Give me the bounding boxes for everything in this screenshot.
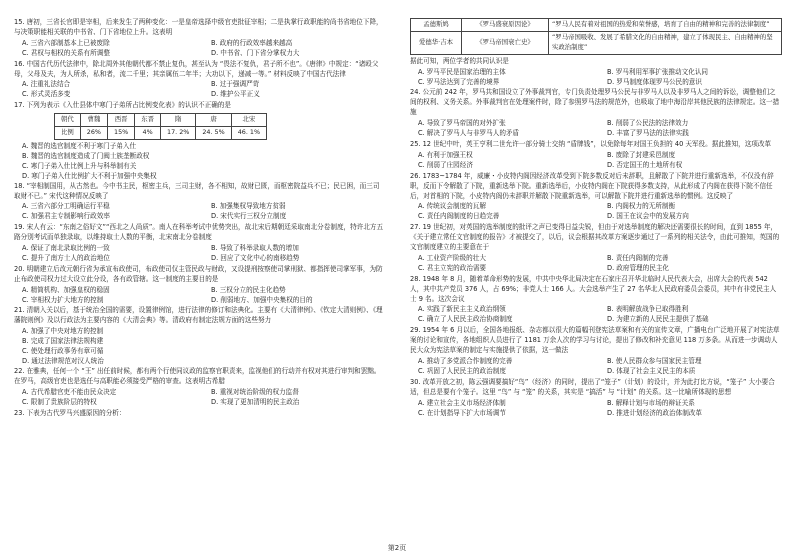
table-row-label: 比例 — [55, 127, 81, 140]
option-a: A. 传统议会制度的瓦解 — [418, 202, 486, 211]
table-cell-author: 孟德斯鸠 — [411, 19, 462, 32]
table-header-cell: 西晋 — [108, 114, 135, 127]
option-c: C. 解决了罗马人与非罗马人的矛盾 — [418, 129, 520, 138]
question-22 — [14, 367, 386, 408]
question-29 — [410, 326, 782, 377]
option-d: D. 维护公平正义 — [211, 90, 260, 99]
option-b: B. 政府的行政效率越来越高 — [211, 38, 293, 47]
option-d: D. 实现了更加清明的民主政治 — [211, 397, 300, 406]
option-a: A. 有利于加强王权 — [418, 150, 473, 159]
question-30 — [410, 378, 782, 419]
option-d: D. 通过法律规范对汉人统治 — [22, 357, 104, 365]
option-b: B. 罗马利用军事扩张推动文化认同 — [607, 67, 709, 76]
question-25 — [410, 140, 782, 171]
question-24 — [410, 88, 782, 139]
option-b: B. 废除了封建采邑制度 — [607, 150, 676, 159]
option-c: C. 君权与相权的关系有所调整 — [22, 48, 110, 57]
option-d: D. 削弱地方、加强中央集权的目的 — [211, 295, 313, 304]
option-c: C. 形式灵活多变 — [22, 90, 71, 99]
question-stem: 25. 12 世纪中叶，英王亨利二世允许一部分骑士交纳 “盾牌钱”，以免除每年对国王负担的 40 天军役。据此推知，这项改革 — [410, 139, 772, 148]
question-stem: 16. 中国古代历代法律中，除北周外其他朝代都不禁止复仇，甚至认为 “畏法不复仇，君子所不也”。《唐律》中规定：“诸殴父母，父母及夫，为人所杀，私和者，流二千里；其亲属伍二年半；大功以下，递减一等。” 材料反映了中国古代法律 — [14, 59, 379, 78]
option-d: D. 否定国王的土地所有权 — [607, 160, 683, 169]
table-cell-book: 《罗马盛衰原因论》 — [462, 19, 549, 32]
option-a: A. 建立社会主义市场经济体制 — [418, 398, 506, 407]
option-b: B. 完成了国家法律法规构建 — [22, 337, 104, 346]
question-23-stem: 23. 下表为古代罗马兴盛原因的分析： — [14, 408, 126, 417]
question-23 — [410, 18, 782, 87]
table-row — [411, 31, 782, 54]
table-header-cell: 曹魏 — [80, 114, 107, 127]
question-stem: 17. 下列为表示《入仕县体中寒门子弟所占比例变化表》的认识不正确的是 — [14, 101, 231, 110]
option-c: C. 在计划指导下扩大市场调节 — [418, 408, 506, 417]
option-a: A. 加强了中央对地方的控制 — [22, 327, 104, 336]
option-a: A. 古代希腊官吏不能由民众决定 — [22, 387, 117, 396]
table-header-cell: 唐 — [196, 114, 231, 127]
table-cell: 15% — [108, 127, 135, 140]
right-column — [410, 18, 782, 419]
table-cell-book: 《罗马帝国衰亡史》 — [462, 31, 549, 54]
table-cell: 26% — [80, 127, 107, 140]
option-c: C. 削弱了庄园经济 — [418, 160, 473, 169]
option-b: B. 表明解放战争已取得胜利 — [607, 305, 689, 314]
option-b: B. 内阁权力的无所制衡 — [607, 202, 676, 211]
table-header-cell: 朝代 — [55, 114, 81, 127]
option-a: A. 实践了新民主主义政治纲领 — [418, 305, 506, 314]
option-b: B. 导致了科举录取人数的增加 — [211, 244, 299, 253]
option-c: C. 巩固了人民民主的政治制度 — [418, 366, 506, 375]
question-stem: 26. 1783~1784 年，威廉・小皮特内阁因经济改革受到下院多数反对后未辞职，且解散了下院并进行重新选举，不仅没有辞职，反而下令解散了下院，重新选举下院。重新选举后，小皮特内阁在下院获得多数支持，从此形成了内阁在获得下院不信任后，对首相的下院，小皮特内阁仍未辞职并解散下院重新选举，可以解散下院并进行重新选举的惯例。这反映了 — [410, 171, 774, 200]
question-18 — [14, 182, 386, 223]
question-21 — [14, 306, 386, 366]
option-c: C. 君主立宪的政治需要 — [418, 263, 487, 272]
option-c: C. 使处理行政事务有章可循 — [22, 347, 104, 356]
question-stem: 22. 在雅典，任何一个 “王” 出任前时候，都有两个行使同议政的监察官职责来，监视他们的行动并有权对其进行审判和罢黜。在罗马，高级官吏也是选任与高职能必须接受严格的审查。这表明古希腊 — [14, 366, 381, 385]
question-stem: 15. 唐初，三省长官即是宰相，后来发生了两种变化：一是皇帝选择中级官吏批征宰相；二是执掌行政职能的尚书省地位下降，与决策职能相关联的中书省、门下省地位上升。这表明 — [14, 18, 383, 36]
option-b: B. 魏晋的选官制度造成了门阀士族垄断政权 — [22, 151, 150, 160]
question-stem: 27. 19 世纪初，对英国的选举制度的批评之声已变得日益尖锐，但由于对选举制度的解决还需要很长的时间，直到 1855 年，《关于建立常任文官制度的报告》才被提交了，以后，议会根据其改革方案逐步通过了一系列的相关法令，由此可推知，英国的文官制度建立的主要意在于 — [410, 223, 780, 252]
option-b: B. 削弱了公民法的法律效力 — [607, 119, 689, 128]
question-27 — [410, 223, 782, 274]
option-b: B. 解释计划与市场的辩证关系 — [607, 398, 695, 407]
option-a: A. 魏晋的选官制度不利于寒门子弟入仕 — [22, 141, 137, 150]
table-header-cell: 隋 — [161, 114, 196, 127]
table-cell: 24. 5% — [196, 127, 231, 140]
question-20 — [14, 265, 386, 306]
option-c: C. 提升了南方士人的政治地位 — [22, 253, 110, 262]
option-a: A. 三省六部分工明确运行平稳 — [22, 202, 110, 211]
option-c: C. 责任内阁制度的日趋完善 — [418, 212, 500, 221]
option-d: D. 国王在议会中的发展方向 — [607, 212, 689, 221]
option-d: D. 体现了社会主义民主的本质 — [607, 366, 696, 375]
question-28 — [410, 275, 782, 326]
table-header-cell: 北宋 — [231, 114, 266, 127]
rome-analysis-table — [410, 18, 782, 55]
table-cell: 46. 1% — [231, 127, 266, 140]
option-d: D. 寒门子弟入仕比例扩大不利于加强中央集权 — [22, 171, 157, 180]
question-stem: 24. 公元前 242 年，罗马共和国设立了外事裁判官，专门负责处理罗马公民与非罗马人以及非罗马人之间的诉讼，调整他们之间的权利、义务关系。外事裁判官在处理案件时，除了参照罗马法的规范外，也吸取了地中海沿岸其他民族的法律规定。这一措施 — [410, 88, 780, 117]
option-d: D. 推进计划经济的政治体制改革 — [607, 408, 702, 417]
option-d: D. 中书省、门下省分掌权力大 — [211, 48, 300, 57]
question-stem: 30. 改革开放之初，陈云强调要搞好“鸟”（经济）的同时，提出了“笼子”（计划）的设计，并为此打比方说，“笼子” 大小要合适，但总是要有个笼子。这里 “鸟” 与 “笼” 的关系，其实是 “搞活” 与 “计划” 的关系。这一比喻所体现的思想 — [410, 377, 775, 396]
dynasty-ratio-table — [54, 113, 267, 140]
table-header-row — [55, 114, 267, 127]
question-stem: 18. “宰相制国用，从古然也。今中书主民，枢密主兵，三司主财，各不相知，故财已匮，而枢密院益兵不已；民已困，而三司取财不已。” 宋代这种情况反映了 — [14, 181, 380, 200]
option-a: A. 罗马平民是国家治理的主体 — [418, 67, 506, 76]
option-d: D. 政府管理的民主化 — [607, 263, 670, 272]
question-stem: 28. 1948 年 8 月，随着革命形势的发展，中共中央华北局决定在石家庄召开华北临时人民代表大会，出席大会的代表 542 人，其中共产党员 376 人，占 69%；非党人士 166 人。大会选举产生了 27 名华北人民政府委员会委员，其中有非党民主人士 9 名。这次会议 — [410, 274, 777, 303]
left-column — [14, 18, 386, 419]
option-c: C. 确立了人民民主政治协商制度 — [418, 315, 513, 324]
question-15 — [14, 18, 386, 59]
option-b: B. 过于强调严苛 — [211, 80, 260, 89]
page-number: 第2页 — [387, 544, 407, 552]
table-row — [411, 19, 782, 32]
question-stem: 21. 清朝入关以后，基于统治全国的需要，设置律例馆，进行法律的修订和法典化。主要有《大清律例》、《钦定大清则例》、《理藩院则例》及以行政法为主要内容的《大清会典》等。清政府有制定法规方面的这些努力 — [14, 306, 383, 325]
option-c: C. 限制了贵族阶层的特权 — [22, 397, 97, 406]
option-b: B. 重视对统治阶级的权力监督 — [211, 387, 299, 396]
option-b: B. 加强集权导致地方贫弱 — [211, 202, 286, 211]
option-a: A. 推动了多党派合作制度的完善 — [418, 357, 513, 365]
question-stem: 20. 明朝建立后改元朝行省为承宣布政使司，布政使司仅主管民政与财政，又设提刑按察使司掌刑狱、都指挥使司掌军事，为防止布政使司权力过大设立此分设，各有政管辖。这一制度的主要目的是 — [14, 264, 383, 283]
option-c: C. 罗马法达到了完善的境界 — [418, 77, 500, 86]
question-stem: 据此可知，两位学者的共同认识是 — [410, 56, 509, 65]
option-a: A. 工业资产阶级的壮大 — [418, 253, 486, 262]
option-c: C. 宰相权力扩大地方的控制 — [22, 295, 104, 304]
table-cell-view: “罗马帝国吸收、发展了希腊文化的自由精神，建立了体现民主、自由精神的坚实政治制度” — [549, 31, 782, 54]
option-d: D. 为建立新的人民民主提供了基础 — [607, 315, 709, 324]
option-c: C. 加强君主专制影响行政效率 — [22, 212, 110, 221]
question-16 — [14, 60, 386, 101]
question-26 — [410, 172, 782, 223]
question-17 — [14, 101, 386, 181]
option-b: B. 三权分立的民主化趋势 — [211, 285, 286, 294]
question-stem: 19. 宋人有云：“东南之俗好文”“西北之人尚质”。南人在科举考试中优势突出，故北宋后期朝廷采取南北分卷制度，特许北方五路分别考试而单独录取，以维持取士人数的平衡，北宋南北分卷制度 — [14, 223, 384, 242]
option-d: D. 回应了文化中心的南移趋势 — [211, 253, 300, 262]
option-a: A. 精简机构、加强皇权的稳固 — [22, 285, 110, 294]
option-b: B. 责任内阁制的完善 — [607, 253, 669, 262]
table-cell: 17. 2% — [161, 127, 196, 140]
table-header-cell: 东晋 — [135, 114, 161, 127]
table-cell: 4% — [135, 127, 161, 140]
table-row — [55, 127, 267, 140]
option-a: A. 保证了南北录取比例的一致 — [22, 244, 110, 253]
option-a: A. 注重礼法结合 — [22, 80, 71, 89]
table-cell-author: 爱德华·吉本 — [411, 31, 462, 54]
option-c: C. 寒门子弟入仕比例上升与科举制有关 — [22, 161, 137, 170]
option-a: A. 导致了罗马帝国的对外扩张 — [418, 119, 506, 128]
option-a: A. 三省六部制基本上已被废除 — [22, 38, 110, 47]
option-d: D. 宋代实行三权分立制度 — [211, 212, 287, 221]
option-d: D. 丰富了罗马法的法律实践 — [607, 129, 689, 138]
option-b: B. 使人民群众参与国家民主管理 — [607, 357, 702, 365]
option-d: D. 罗马制度体现罗马公民的意识 — [607, 77, 702, 86]
question-19 — [14, 223, 386, 264]
table-cell-view: “罗马人民有着对祖国的热爱和荣誉感，培育了自由的精神和完善的法律制度” — [549, 19, 782, 32]
question-stem: 29. 1954 年 6 月以后，全国各地报纸、杂志都以很大的篇幅刊登宪法草案和有关的宣传文章，广播电台广泛地开展了对宪法草案的讨论和宣传，各地组织人员进行了 1181 万余人次的学习与讨论，提出了修改和补充意见 118 万多条。从而进一步调动人民大众为宪法草案的制定与实施提供了依据，这一做法 — [410, 326, 780, 355]
